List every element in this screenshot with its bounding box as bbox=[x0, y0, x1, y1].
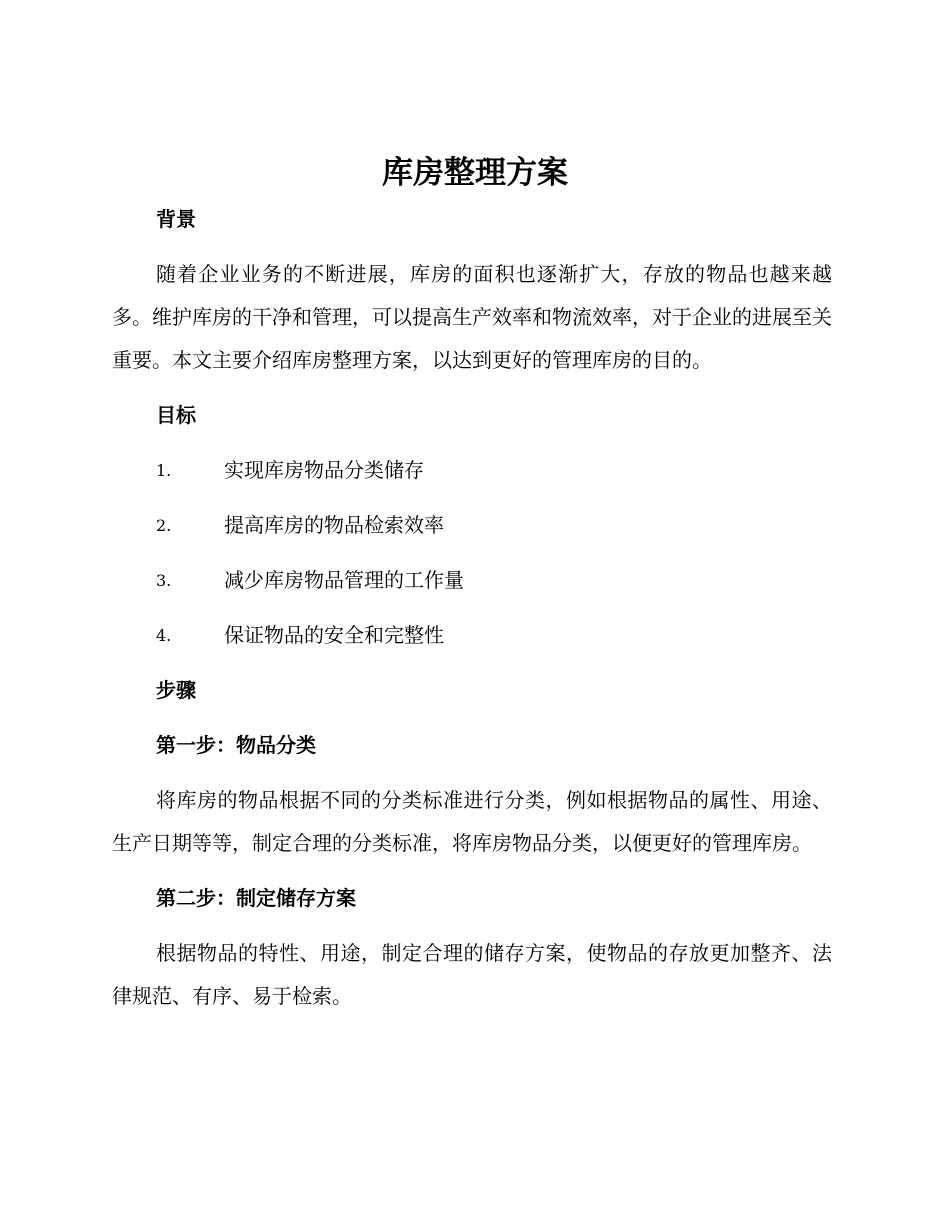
goal-list-item bbox=[112, 614, 832, 657]
spacer bbox=[112, 241, 832, 253]
list-text: 减少库房物品管理的工作量 bbox=[224, 568, 464, 592]
spacer bbox=[112, 382, 832, 394]
document-title: 库房整理方案 bbox=[382, 155, 568, 191]
background-paragraph: 随着企业业务的不断进展，库房的面积也逐渐扩大，存放的物品也越来越多。维护库房的干净和管理，可以提高生产效率和物流效率，对于企业的进展至关重要。本文主要介绍库房整理方案，以达到更好的管理库房的目的。 bbox=[112, 262, 832, 372]
spacer bbox=[112, 920, 832, 932]
spacer bbox=[112, 767, 832, 779]
list-text: 提高库房的物品检索效率 bbox=[224, 513, 444, 537]
step-paragraph: 根据物品的特性、用途，制定合理的储存方案，使物品的存放更加整齐、法律规范、有序、易于检索。 bbox=[112, 941, 832, 1008]
list-text: 保证物品的安全和完整性 bbox=[224, 623, 444, 647]
step-heading: 第一步：物品分类 bbox=[156, 733, 316, 757]
section-heading-goals: 目标 bbox=[156, 403, 196, 427]
spacer bbox=[112, 492, 832, 504]
spacer bbox=[112, 657, 832, 669]
spacer bbox=[112, 547, 832, 559]
list-number: 2. bbox=[156, 516, 172, 535]
spacer bbox=[112, 865, 832, 877]
list-number: 3. bbox=[156, 571, 172, 590]
list-text: 实现库房物品分类储存 bbox=[224, 458, 424, 482]
goal-list-item bbox=[112, 449, 832, 492]
step-paragraph: 将库房的物品根据不同的分类标准进行分类，例如根据物品的属性、用途、生产日期等等，制定合理的分类标准，将库房物品分类，以便更好的管理库房。 bbox=[112, 788, 832, 855]
list-number: 1. bbox=[156, 461, 172, 480]
goal-list-item bbox=[112, 504, 832, 547]
section-heading-steps: 步骤 bbox=[156, 678, 196, 702]
spacer bbox=[112, 437, 832, 449]
goal-list-item bbox=[112, 559, 832, 602]
list-number: 4. bbox=[156, 626, 172, 645]
section-heading-background: 背景 bbox=[156, 207, 196, 231]
spacer bbox=[112, 602, 832, 614]
spacer bbox=[112, 712, 832, 724]
document-body bbox=[112, 198, 832, 1018]
step-heading: 第二步：制定储存方案 bbox=[156, 886, 356, 910]
